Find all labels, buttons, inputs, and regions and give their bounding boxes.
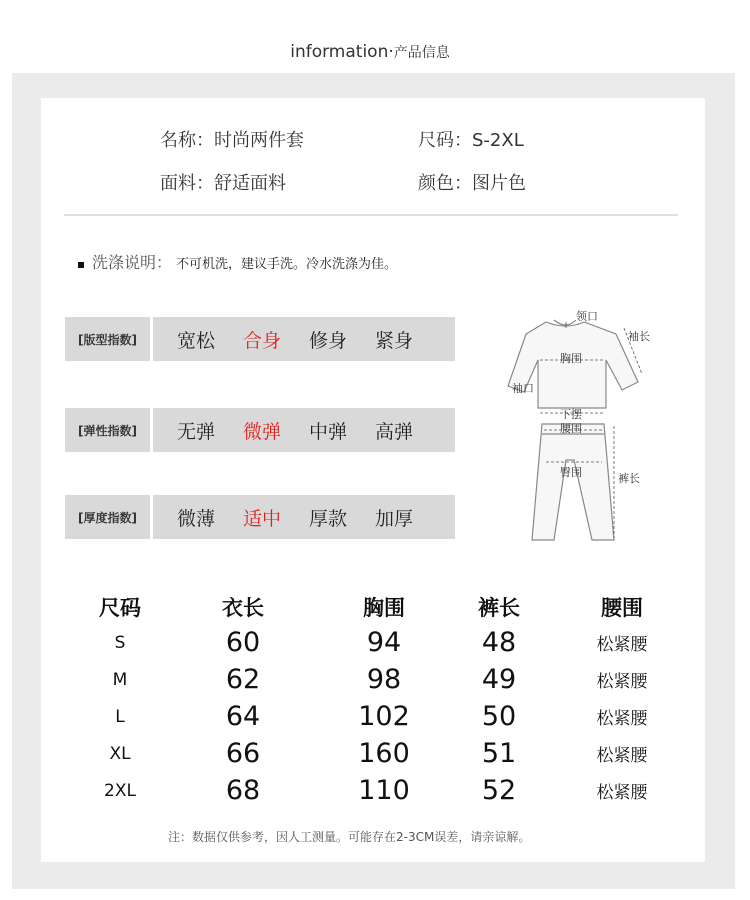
cell-chest: 94	[366, 627, 402, 658]
cell-pants-length: 50	[481, 701, 517, 732]
header-chest: 胸围	[363, 596, 405, 620]
table-row	[76, 772, 692, 809]
info-name: 名称：时尚两件套	[160, 130, 304, 151]
cell-waist: 松紧腰	[596, 635, 648, 655]
fit-option: 修身	[309, 329, 348, 352]
cell-length: 60	[225, 627, 261, 658]
header-waist: 腰围	[601, 596, 643, 620]
bullet-icon	[78, 262, 84, 268]
cell-chest: 98	[366, 664, 402, 695]
cell-length: 66	[225, 738, 261, 769]
stretch-option-selected: 微弹	[243, 420, 282, 443]
measurement-note: 注：数据仅供参考，因人工测量。可能存在2-3CM误差，请亲谅解。	[168, 830, 531, 844]
thickness-option: 厚款	[309, 507, 348, 530]
stretch-option: 中弹	[309, 420, 348, 443]
label-cuff: 袖口	[512, 382, 534, 395]
info-color: 颜色：图片色	[418, 173, 526, 194]
measurement-diagram	[496, 300, 666, 550]
info-size: 尺码：S-2XL	[418, 130, 524, 151]
header-en: information·	[290, 42, 394, 62]
section-header	[270, 38, 470, 66]
header-size: 尺码	[99, 596, 141, 620]
size-table-header	[76, 590, 692, 624]
cell-pants-length: 52	[481, 775, 517, 806]
cell-waist: 松紧腰	[596, 746, 648, 766]
label-waist: 腰围	[560, 422, 582, 435]
label-chest: 胸围	[560, 352, 582, 365]
thickness-option: 加厚	[375, 507, 414, 530]
info-fabric: 面料：舒适面料	[160, 173, 286, 194]
cell-size: S	[114, 632, 126, 653]
label-hem: 下摆	[560, 408, 582, 421]
cell-pants-length: 48	[481, 627, 517, 658]
wash-instructions	[78, 250, 397, 273]
thickness-option-selected: 适中	[243, 507, 282, 530]
thickness-index-bar	[153, 495, 455, 539]
fit-option: 宽松	[177, 329, 216, 352]
label-hip: 臀围	[560, 466, 582, 479]
wash-label: 洗涤说明：	[92, 253, 173, 272]
stretch-option: 高弹	[375, 420, 414, 443]
fit-index-bar	[153, 317, 455, 361]
wash-text: 不可机洗，建议手洗。冷水洗涤为佳。	[176, 257, 398, 272]
thickness-option: 微薄	[177, 507, 216, 530]
cell-pants-length: 49	[481, 664, 517, 695]
table-row	[76, 661, 692, 698]
thickness-index-label: [厚度指数]	[65, 495, 150, 539]
table-row	[76, 698, 692, 735]
cell-pants-length: 51	[481, 738, 517, 769]
fit-option-selected: 合身	[243, 329, 282, 352]
cell-chest: 110	[358, 775, 410, 806]
stretch-index-bar	[153, 408, 455, 452]
cell-waist: 松紧腰	[596, 783, 648, 803]
cell-waist: 松紧腰	[596, 709, 648, 729]
cell-chest: 160	[358, 738, 410, 769]
cell-length: 68	[225, 775, 261, 806]
label-pants-length: 裤长	[618, 472, 640, 485]
cell-size: M	[112, 669, 128, 690]
header-cn: 产品信息	[393, 45, 450, 61]
fit-index-label: [版型指数]	[65, 317, 150, 361]
cell-chest: 102	[358, 701, 410, 732]
pants-sketch	[532, 424, 614, 540]
header-length: 衣长	[222, 596, 264, 620]
fit-option: 紧身	[375, 329, 414, 352]
header-pants-length: 裤长	[478, 596, 520, 620]
label-sleeve: 袖长	[628, 330, 650, 343]
divider	[64, 214, 678, 216]
stretch-index-label: [弹性指数]	[65, 408, 150, 452]
size-table	[76, 590, 692, 809]
label-neck: 领口	[576, 310, 598, 323]
cell-size: L	[115, 706, 125, 727]
table-row	[76, 624, 692, 661]
cell-size: 2XL	[104, 780, 136, 801]
cell-waist: 松紧腰	[596, 672, 648, 692]
cell-length: 62	[225, 664, 261, 695]
table-row	[76, 735, 692, 772]
cell-length: 64	[225, 701, 261, 732]
stretch-option: 无弹	[177, 420, 216, 443]
cell-size: XL	[109, 743, 131, 764]
